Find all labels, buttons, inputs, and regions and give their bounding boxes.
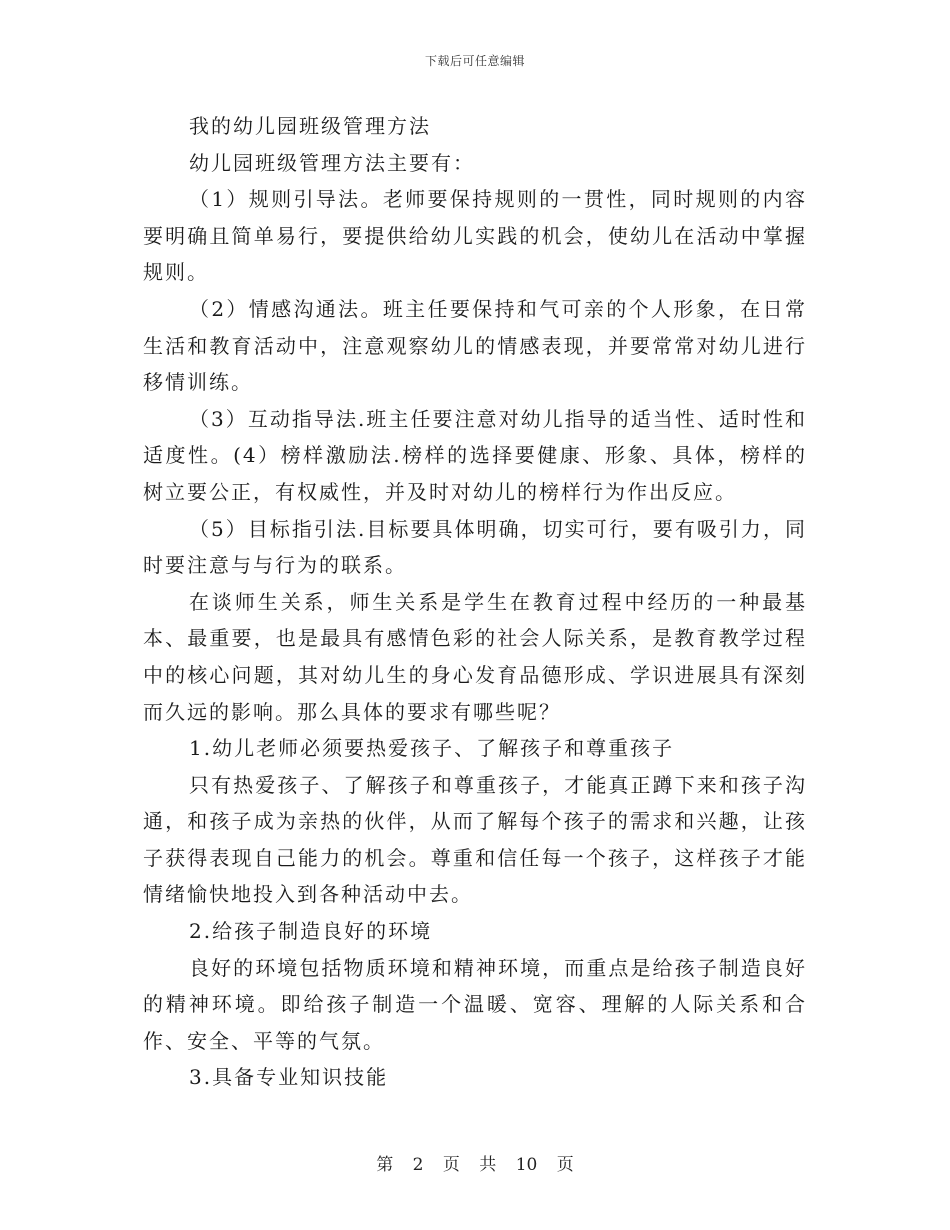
footer-page-total: 10 [515,1155,538,1175]
section-heading-3: 3.具备专业知识技能 [189,1065,389,1090]
page-footer [0,1150,950,1175]
footer-prefix: 第 [376,1155,394,1175]
teacher-student-relationship-paragraph: 在谈师生关系，师生关系是学生在教育过程中经历的一种最基本、最重要，也是最具有感情色彩的社会人际关系，是教育教学过程中的核心问题，其对幼儿生的身心发育品德形成、学识进展具有深刻而久远的影响。那么具体的要求有哪些呢？ [143,589,807,724]
page-header: 下载后可任意编辑 [424,54,525,68]
intro-paragraph: 幼儿园班级管理方法主要有： [189,150,475,175]
section-1-body: 只有热爱孩子、了解孩子和尊重孩子，才能真正蹲下来和孩子沟通，和孩子成为亲热的伙伴，从而了解每个孩子的需求和兴趣，让孩子获得表现自己能力的机会。尊重和信任每一个孩子，这样孩子才能情绪愉快地投入到各种活动中去。 [143,772,807,907]
method-goal-guidance: （5）目标指引法.目标要具体明确，切实可行，要有吸引力，同时要注意与与行为的联系。 [143,516,807,578]
document-body [143,108,807,1096]
footer-page-label: 页 [442,1155,460,1175]
document-title: 我的幼儿园班级管理方法 [189,114,431,138]
footer-page-end-label: 页 [556,1155,574,1175]
footer-total-prefix: 共 [479,1155,497,1175]
section-heading-2: 2.给孩子制造良好的环境 [189,919,433,944]
footer-page-current: 2 [412,1155,424,1175]
method-rule-guidance: （1）规则引导法。老师要保持规则的一贯性，同时规则的内容要明确且简单易行，要提供给幼儿实践的机会，使幼儿在活动中掌握规则。 [143,187,807,285]
method-interactive-guidance: （3）互动指导法.班主任要注意对幼儿指导的适当性、适时性和适度性。(4）榜样激励法.榜样的选择要健康、形象、具体，榜样的树立要公正，有权威性，并及时对幼儿的榜样行为作出反应。 [143,406,807,504]
section-heading-1: 1.幼儿老师必须要热爱孩子、了解孩子和尊重孩子 [189,736,675,761]
method-emotional-communication: （2）情感沟通法。班主任要保持和气可亲的个人形象，在日常生活和教育活动中，注意观察幼儿的情感表现，并要常常对幼儿进行移情训练。 [143,296,807,395]
section-2-body: 良好的环境包括物质环境和精神环境，而重点是给孩子制造良好的精神环境。即给孩子制造一个温暖、宽容、理解的人际关系和合作、安全、平等的气氛。 [143,955,807,1053]
